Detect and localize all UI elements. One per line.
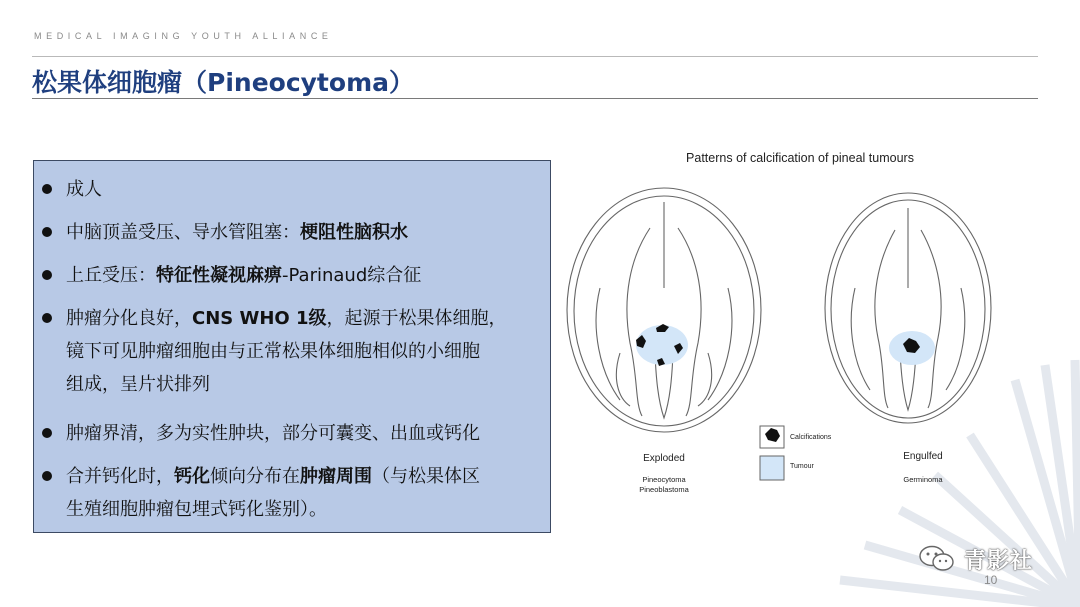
left-sub-pineoblastoma: Pineoblastoma <box>639 485 689 494</box>
organization-label: MEDICAL IMAGING YOUTH ALLIANCE <box>34 31 333 41</box>
header-top-rule <box>32 56 1038 57</box>
legend-calcifications-label: Calcifications <box>790 434 832 441</box>
bullet-dot-icon <box>42 270 52 280</box>
bullet-text-bold: CNS WHO 1级 <box>192 308 327 329</box>
bullet-box <box>33 160 551 533</box>
bullet-text <box>66 259 541 292</box>
bullet-text-bold: 钙化 <box>174 466 210 487</box>
right-sub-germinoma: Germinoma <box>903 475 943 484</box>
legend-tumour-swatch <box>760 456 784 480</box>
bullet-text-segment: 肿瘤界清，多为实性肿块，部分可囊变、出血或钙化 <box>66 423 480 444</box>
bullet-text-segment: 组成，呈片状排列 <box>66 374 210 395</box>
legend-calc-swatch <box>765 428 780 442</box>
bullet-dot-icon <box>42 184 52 194</box>
bullet-dot-icon <box>42 227 52 237</box>
bullet-dot-icon <box>42 313 52 323</box>
bullet-text-bold: 特征性凝视麻痹 <box>156 265 282 286</box>
bullet-text-segment: 上丘受压： <box>66 265 156 286</box>
bullet-text <box>66 302 541 401</box>
calcification-figure <box>560 138 1080 518</box>
slide-title: 松果体细胞瘤（Pineocytoma） <box>32 68 414 97</box>
bullet-text-segment: ，起源于松果体细胞， <box>326 308 507 329</box>
bullet-text-segment: -Parinaud综合征 <box>282 265 422 286</box>
bullet-text-segment: （与松果体区 <box>372 466 480 487</box>
left-sub-pineocytoma: Pineocytoma <box>642 475 686 484</box>
legend-tumour-label: Tumour <box>790 463 814 470</box>
bullet-text-segment: 倾向分布在 <box>210 466 300 487</box>
bullet-dot-icon <box>42 428 52 438</box>
wechat-icon <box>918 544 956 574</box>
bullet-text <box>66 460 541 526</box>
bullet-text-segment: 合并钙化时， <box>66 466 174 487</box>
bullet-text <box>66 216 541 249</box>
bullet-text-segment: 中脑顶盖受压、导水管阻塞： <box>66 222 300 243</box>
brand-watermark: 青影社 <box>964 549 1034 574</box>
bullet-text <box>66 173 541 206</box>
bullet-text <box>66 417 541 450</box>
figure-title: Patterns of calcification of pineal tumours <box>686 151 914 165</box>
bullet-text-segment: 成人 <box>66 179 102 200</box>
bullet-text-segment: 镜下可见肿瘤细胞由与正常松果体细胞相似的小细胞 <box>66 341 480 362</box>
bullet-text-segment: 肿瘤分化良好， <box>66 308 192 329</box>
header-bottom-rule <box>32 98 1038 99</box>
bullet-text-bold: 肿瘤周围 <box>300 466 372 487</box>
left-caption: Exploded <box>643 453 685 464</box>
bullet-text-segment: 生殖细胞肿瘤包埋式钙化鉴别）。 <box>66 499 327 520</box>
bullet-text-bold: 梗阻性脑积水 <box>300 222 408 243</box>
bullet-dot-icon <box>42 471 52 481</box>
right-caption: Engulfed <box>903 451 943 462</box>
page-number: 10 <box>984 573 998 587</box>
